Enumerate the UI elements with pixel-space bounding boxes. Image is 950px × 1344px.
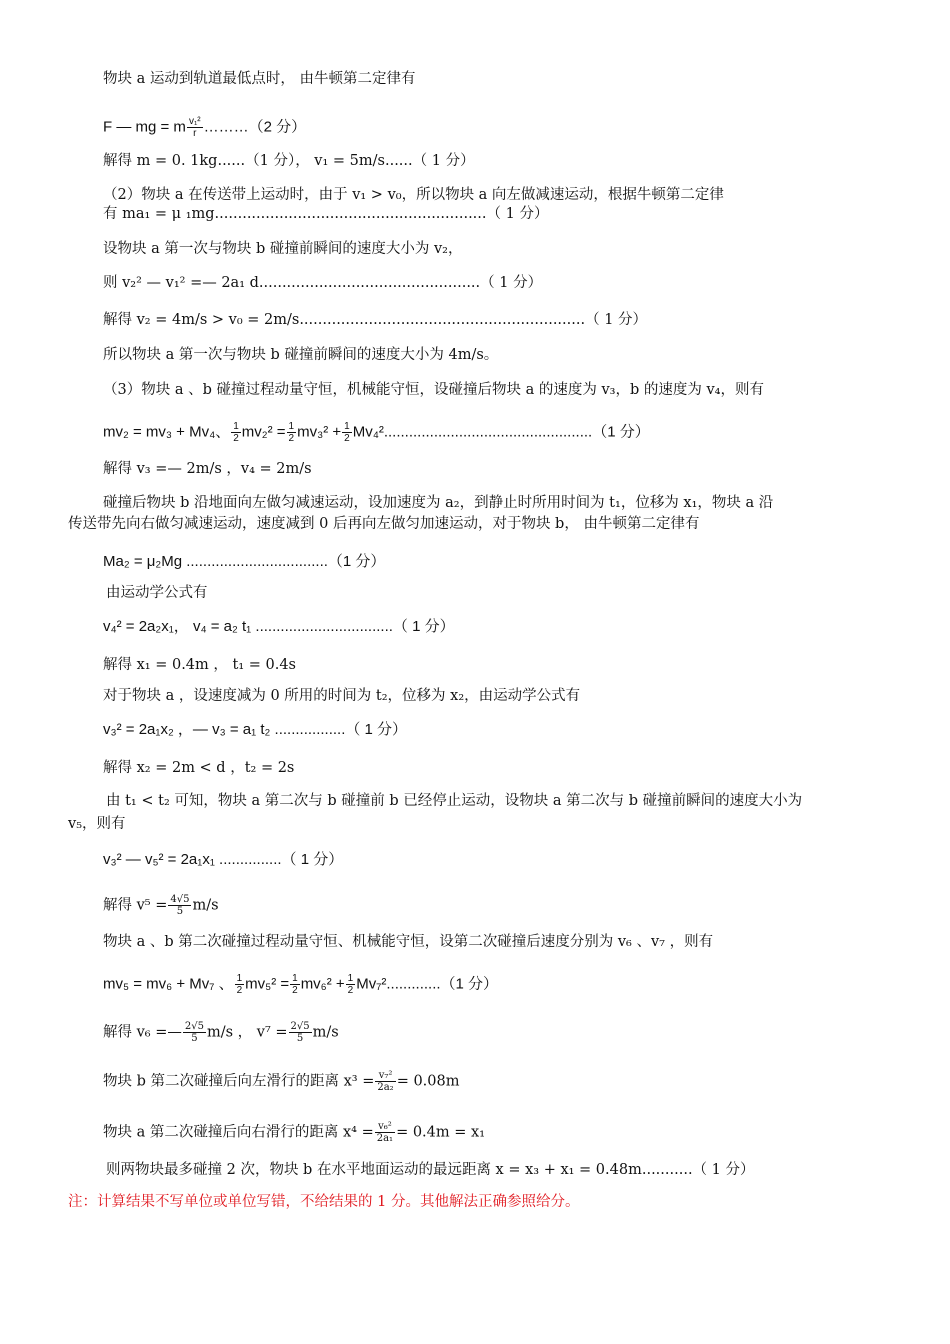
equation-text: = 0.4m = x₁	[396, 1124, 486, 1141]
text-line: 解得 v₃ =— 2m/s ，v₄ = 2m/s	[103, 461, 312, 477]
text-line: 由 t₁ < t₂ 可知，物块 a 第二次与 b 碰撞前 b 已经停止运动，设物块 a 第二次与 b 碰撞前瞬间的速度大小为	[106, 793, 803, 809]
equation-text: Mv₇².............（1 分）	[356, 975, 499, 993]
denominator: 2a₂	[377, 1082, 394, 1093]
fraction	[183, 1021, 206, 1044]
equation-text: mv₆² +	[300, 975, 345, 993]
numerator: 4√5	[170, 894, 190, 905]
denominator: 2	[233, 433, 239, 444]
equation-line	[103, 116, 306, 139]
denominator: 2	[292, 985, 298, 996]
numerator: 1	[233, 421, 239, 432]
fraction	[168, 894, 191, 917]
numerator: 2√5	[184, 1021, 204, 1032]
equation-text: m/s	[312, 1024, 339, 1041]
fraction	[287, 421, 297, 444]
equation-text: m/s	[192, 897, 219, 914]
numerator: v₇²	[375, 1070, 395, 1082]
numerator: v₆²	[375, 1121, 395, 1133]
text-line: 碰撞后物块 b 沿地面向左做匀减速运动，设加速度为 a₂，到静止时所用时间为 t₁，位移为 x₁，物块 a 沿	[103, 495, 774, 511]
denominator: r	[193, 128, 197, 139]
denominator: 2	[236, 985, 243, 996]
text-line: 则两物块最多碰撞 2 次，物块 b 在水平地面运动的最远距离 x = x₃ + x₁ = 0.48m...........（ 1 分）	[106, 1162, 755, 1178]
equation-line	[103, 1021, 339, 1044]
fraction	[290, 973, 300, 996]
numerator: 1	[347, 973, 354, 984]
fraction	[187, 116, 203, 139]
fraction	[375, 1070, 395, 1093]
text-line: 设物块 a 第一次与物块 b 碰撞前瞬间的速度大小为 v₂，	[103, 241, 463, 257]
equation-line	[103, 1121, 485, 1144]
text-line: v₅，则有	[68, 816, 126, 832]
text-line: 对于物块 a ，设速度减为 0 所用的时间为 t₂，位移为 x₂，由运动学公式有	[103, 688, 581, 704]
text-line: 由运动学公式有	[106, 585, 208, 601]
equation-text: ………（2 分）	[203, 118, 307, 136]
fraction	[375, 1121, 395, 1144]
text-line: （3）物块 a 、b 碰撞过程动量守恒，机械能守恒，设碰撞后物块 a 的速度为 v₃，b 的速度为 v₄，则有	[103, 382, 764, 398]
text-line: 解得 x₂ = 2m < d ，t₂ = 2s	[103, 760, 295, 776]
equation-text: mv₂² =	[241, 423, 286, 441]
denominator: 2	[347, 985, 354, 996]
numerator: 1	[344, 421, 350, 432]
text-line: 传送带先向右做匀减速运动，速度减到 0 后再向左做匀加速运动，对于物块 b， 由牛顿第二定律有	[68, 516, 700, 532]
equation-text: 解得 v⁵ =	[103, 897, 168, 914]
equation-text: 物块 a 第二次碰撞后向右滑行的距离 x⁴ =	[103, 1124, 374, 1141]
numerator: 1	[288, 421, 295, 432]
text-line: 解得 v₂ = 4m/s > v₀ = 2m/s..............................................................（ 1 分）	[103, 312, 648, 328]
text-line: 物块 a 、b 第二次碰撞过程动量守恒、机械能守恒，设第二次碰撞后速度分别为 v₆ 、v₇ ，则有	[103, 934, 714, 950]
equation-text: Mv₄²..................................................（1 分）	[352, 423, 650, 441]
text-line: Ma₂ = μ₂Mg ..................................（1 分）	[103, 553, 386, 570]
fraction	[235, 973, 245, 996]
equation-text: mv₅ = mv₆ + Mv₇ 、	[103, 975, 234, 993]
text-line: 物块 a 运动到轨道最低点时， 由牛顿第二定律有	[103, 71, 416, 87]
text-line: 所以物块 a 第一次与物块 b 碰撞前瞬间的速度大小为 4m/s。	[103, 347, 499, 363]
equation-text: m/s ， v⁷ =	[206, 1024, 288, 1041]
equation-text: mv₅² =	[245, 975, 290, 993]
text-line: 解得 x₁ = 0.4m ， t₁ = 0.4s	[103, 657, 297, 673]
text-line: （2）物块 a 在传送带上运动时，由于 v₁ > v₀，所以物块 a 向左做减速运动，根据牛顿第二定律	[103, 187, 724, 203]
equation-text: F — mg = m	[103, 118, 186, 136]
numerator: 2√5	[290, 1021, 310, 1032]
grading-note: 注：计算结果不写单位或单位写错，不给结果的 1 分。其他解法正确参照给分。	[68, 1194, 580, 1210]
equation-line	[103, 973, 498, 996]
text-line: 解得 m = 0. 1kg......（1 分）， v₁ = 5m/s......（ 1 分）	[103, 153, 475, 169]
fraction	[289, 1021, 312, 1044]
equation-text: = 0.08m	[396, 1073, 460, 1090]
text-line: 有 ma₁ = μ ₁mg...........................................................（ 1 分）	[103, 206, 549, 222]
equation-text: 解得 v₆ =—	[103, 1024, 182, 1041]
fraction	[231, 421, 241, 444]
equation-text: mv₃² +	[297, 423, 342, 441]
denominator: 5	[296, 1033, 304, 1044]
text-line: v₃² — v₅² = 2a₁x₁ ...............（ 1 分）	[103, 851, 344, 868]
equation-line	[103, 1070, 460, 1093]
equation-line	[103, 894, 219, 917]
denominator: 5	[191, 1033, 198, 1044]
text-line: v₄² = 2a₂x₁， v₄ = a₂ t₁ .................................（ 1 分）	[103, 618, 455, 635]
equation-text: mv₂ = mv₃ + Mv₄、	[103, 423, 231, 441]
fraction	[342, 421, 352, 444]
denominator: 2a₁	[376, 1133, 394, 1144]
denominator: 2	[288, 433, 295, 444]
denominator: 5	[176, 906, 184, 917]
equation-line	[103, 421, 650, 444]
numerator: 1	[236, 973, 243, 984]
text-line: 则 v₂² — v₁² =— 2a₁ d................................................（ 1 分）	[103, 275, 543, 291]
equation-text: 物块 b 第二次碰撞后向左滑行的距离 x³ =	[103, 1073, 375, 1090]
text-line: v₃² = 2a₁x₂ ，— v₃ = a₁ t₂ .................（ 1 分）	[103, 721, 408, 738]
numerator: v₁²	[188, 116, 201, 127]
denominator: 2	[344, 433, 350, 444]
fraction	[346, 973, 356, 996]
numerator: 1	[292, 973, 298, 984]
